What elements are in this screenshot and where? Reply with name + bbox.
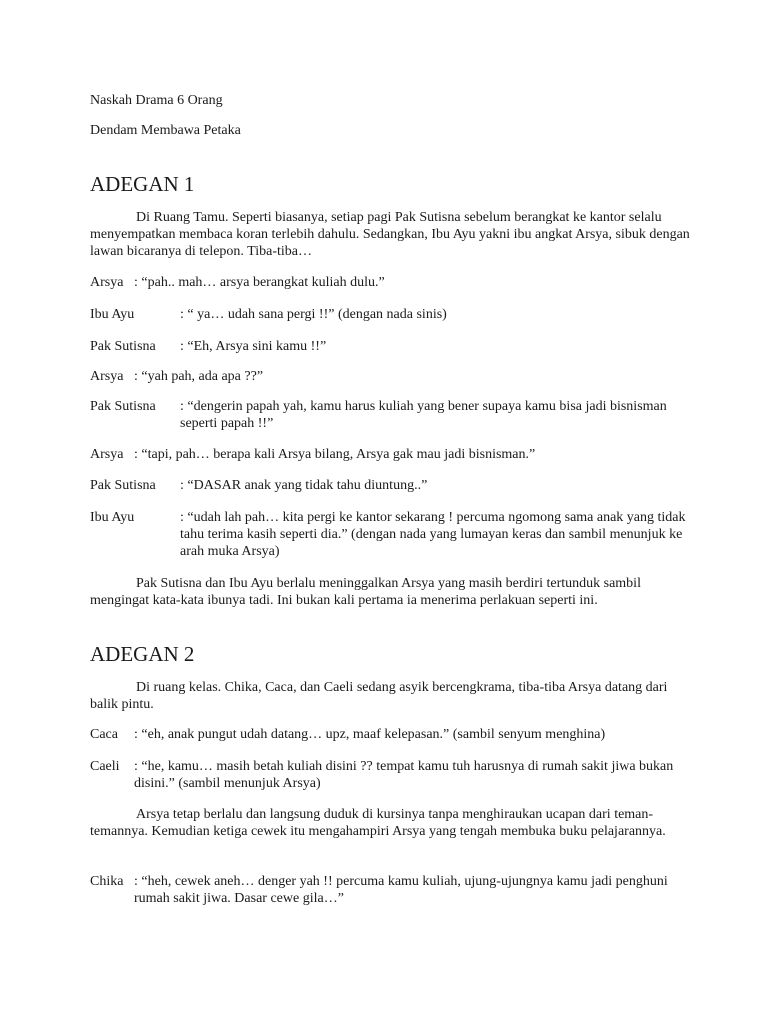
scene-1-dialog-5 xyxy=(90,398,690,432)
dialog-line: : “eh, anak pungut udah datang… upz, maaf kelepasan.” (sambil senyum menghina) xyxy=(134,727,606,742)
speaker-name: Arsya xyxy=(90,447,124,462)
speaker-name: Chika xyxy=(90,874,124,889)
speaker-name: Arsya xyxy=(90,275,124,290)
scene-1-dialog-2 xyxy=(90,306,690,323)
scene-2-narration-1: Di ruang kelas. Chika, Caca, dan Caeli sedang asyik bercengkrama, tiba-tiba Arsya datang dari balik pintu. xyxy=(90,680,668,712)
scene-1-dialog-4 xyxy=(90,368,690,385)
scene-1-dialog-1 xyxy=(90,274,690,291)
dialog-line: : “tapi, pah… berapa kali Arsya bilang, Arsya gak mau jadi bisnisman.” xyxy=(134,447,536,462)
scene-1-dialog-8 xyxy=(90,509,690,560)
scene-1-narration-1: Di Ruang Tamu. Seperti biasanya, setiap pagi Pak Sutisna sebelum berangkat ke kantor selalu menyempatkan membaca koran terlebih dahulu. Sedangkan, Ibu Ayu yakni ibu angkat Arsya, sibuk dengan lawan bicaranya di telepon. Tiba-tiba… xyxy=(90,210,690,259)
dialog-line: : “pah.. mah… arsya berangkat kuliah dulu.” xyxy=(134,275,385,290)
scene-2-heading: ADEGAN 2 xyxy=(90,642,195,666)
speaker-name: Caca xyxy=(90,727,118,742)
dialog-line: : “he, kamu… masih betah kuliah disini ?? tempat kamu tuh harusnya di rumah sakit jiwa bukan disini.” (sambil menunjuk Arsya) xyxy=(134,759,677,791)
scene-2-dialog-3 xyxy=(90,873,690,907)
speaker-name: Pak Sutisna xyxy=(90,339,156,354)
speaker-name: Pak Sutisna xyxy=(90,399,156,414)
scene-1-heading: ADEGAN 1 xyxy=(90,172,195,196)
dialog-line: : “ ya… udah sana pergi !!” (dengan nada sinis) xyxy=(180,307,447,322)
dialog-line: : “udah lah pah… kita pergi ke kantor sekarang ! percuma ngomong sama anak yang tidak tahu terima kasih seperti dia.” (dengan nada yang lumayan keras dan sambil menunjuk ke arah muka Arsya) xyxy=(180,510,690,559)
scene-1-dialog-7 xyxy=(90,477,690,494)
scene-2-dialog-2 xyxy=(90,758,690,792)
document-title: Naskah Drama 6 Orang xyxy=(90,93,223,108)
speaker-name: Ibu Ayu xyxy=(90,510,135,525)
dialog-line: : “DASAR anak yang tidak tahu diuntung..” xyxy=(180,478,428,493)
speaker-name: Ibu Ayu xyxy=(90,307,135,322)
scene-1-dialog-3 xyxy=(90,338,690,355)
dialog-line: : “Eh, Arsya sini kamu !!” xyxy=(180,339,327,354)
document-subtitle: Dendam Membawa Petaka xyxy=(90,123,241,138)
speaker-name: Caeli xyxy=(90,759,120,774)
scene-1-dialog-6 xyxy=(90,446,690,463)
speaker-name: Pak Sutisna xyxy=(90,478,156,493)
dialog-line: : “dengerin papah yah, kamu harus kuliah yang bener supaya kamu bisa jadi bisnisman seperti papah !!” xyxy=(180,399,671,431)
scene-2-narration-2: Arsya tetap berlalu dan langsung duduk di kursinya tanpa menghiraukan ucapan dari teman-temannya. Kemudian ketiga cewek itu mengahampiri Arsya yang tengah membuka buku pelajarannya. xyxy=(90,807,666,839)
speaker-name: Arsya xyxy=(90,369,124,384)
scene-1-narration-2: Pak Sutisna dan Ibu Ayu berlalu meninggalkan Arsya yang masih berdiri tertunduk sambil mengingat kata-kata ibunya tadi. Ini bukan kali pertama ia menerima perlakuan seperti ini. xyxy=(90,576,641,608)
scene-2-dialog-1 xyxy=(90,726,690,743)
dialog-line: : “heh, cewek aneh… denger yah !! percuma kamu kuliah, ujung-ujungnya kamu jadi penghuni rumah sakit jiwa. Dasar cewe gila…” xyxy=(134,874,672,906)
dialog-line: : “yah pah, ada apa ??” xyxy=(134,369,264,384)
